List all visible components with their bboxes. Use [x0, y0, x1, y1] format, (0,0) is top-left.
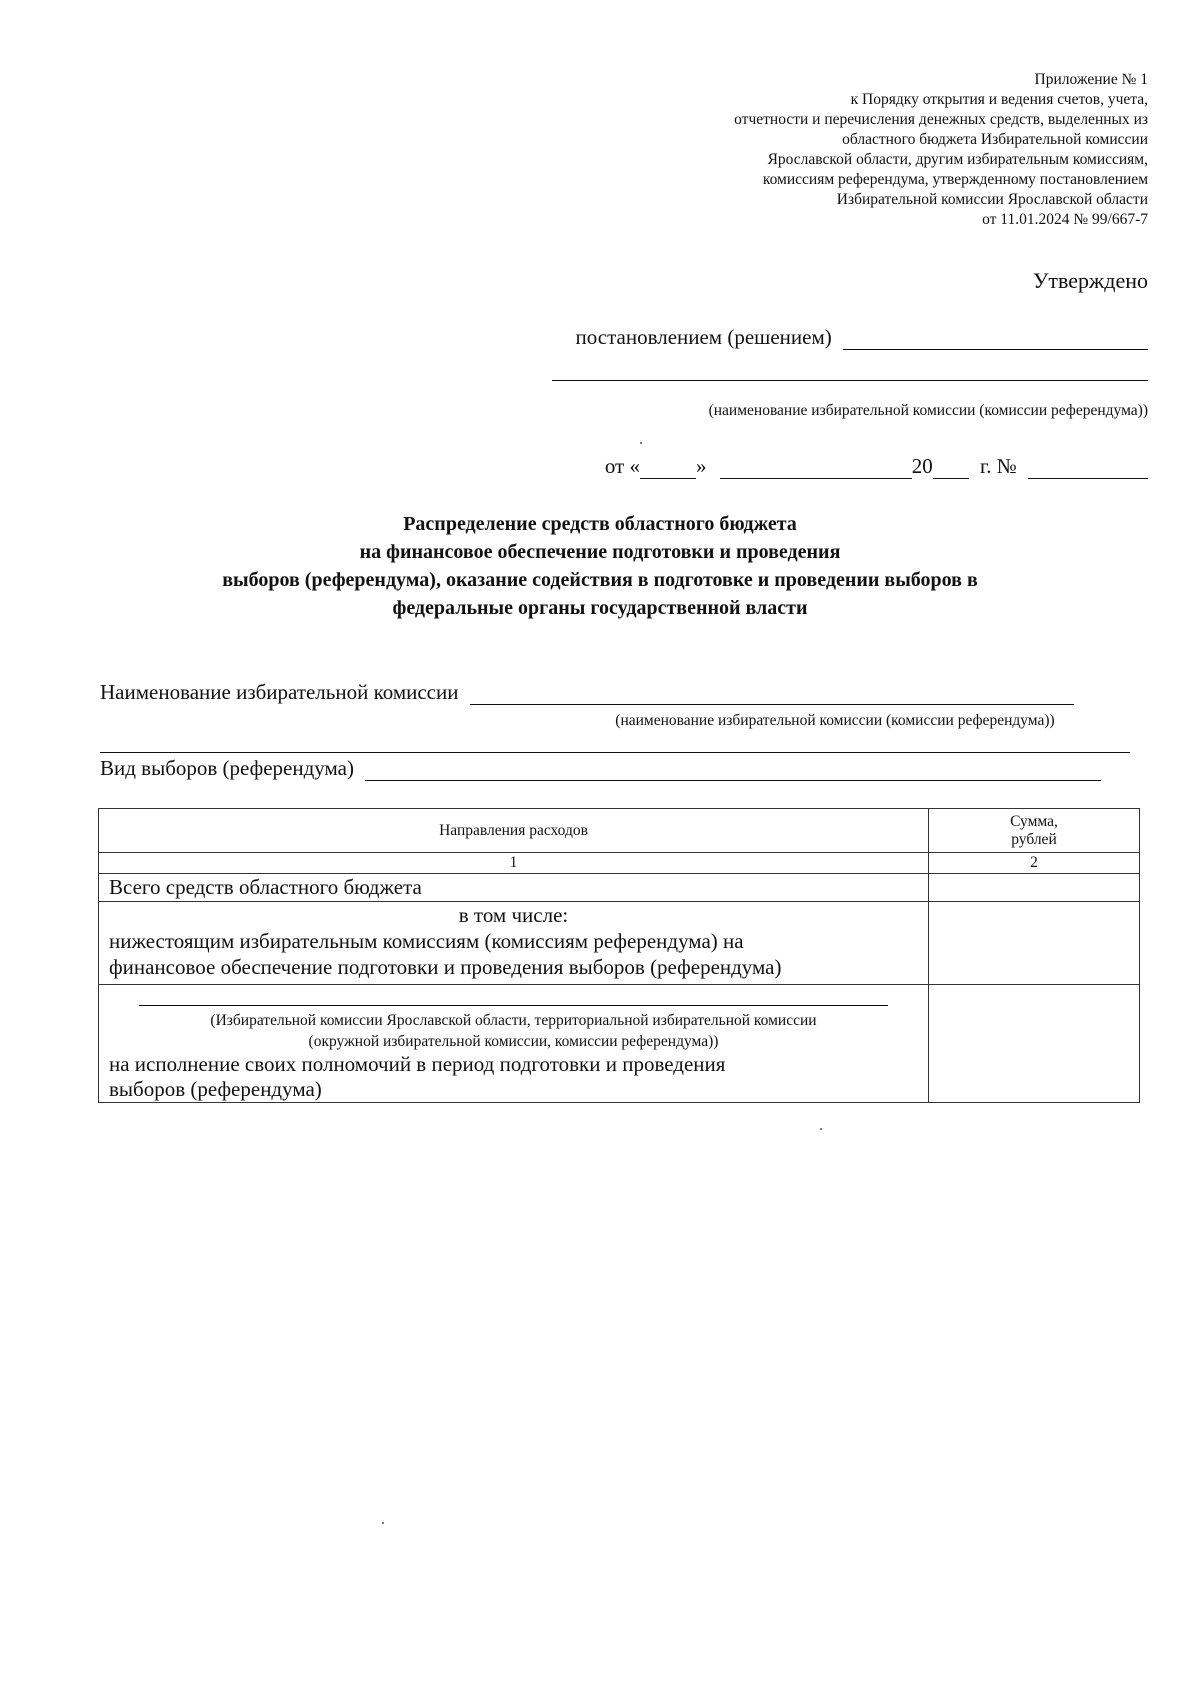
appendix-line: отчетности и перечисления денежных средств, выделенных из — [734, 111, 1148, 128]
resolution-label: постановлением (решением) — [575, 325, 832, 349]
table-row — [99, 902, 1140, 985]
appendix-line: Приложение № 1 — [1034, 71, 1148, 88]
appendix-line: Избирательной комиссии Ярославской области — [836, 191, 1148, 208]
appendix-line: областного бюджета Избирательной комиссии — [842, 131, 1148, 148]
title-line: Распределение средств областного бюджета — [403, 513, 797, 535]
commission-field-caption: (наименование избирательной комиссии (комиссии референдума)) — [615, 712, 1055, 729]
row-own-line: выборов (референдума) — [109, 1077, 322, 1101]
title-line: выборов (референдума), оказание содействия в подготовке и проведении выборов в — [222, 569, 978, 591]
table-row — [99, 874, 1140, 902]
title-line: федеральные органы государственной власти — [392, 597, 808, 619]
date-row — [605, 454, 1148, 479]
column-header-sum — [929, 809, 1140, 853]
election-type-blank[interactable] — [365, 758, 1101, 781]
row-including-label: в том числе: — [458, 903, 569, 927]
number-blank[interactable] — [1028, 456, 1148, 479]
table-header-row — [99, 809, 1140, 853]
column-header-directions: Направления расходов — [99, 809, 929, 853]
scan-speck — [640, 442, 642, 444]
day-blank[interactable] — [640, 456, 696, 479]
row-total-sum-cell[interactable] — [929, 874, 1140, 902]
number-label: г. № — [979, 454, 1017, 478]
table-number-row — [99, 853, 1140, 874]
budget-distribution-table — [98, 808, 1140, 1103]
election-type-label: Вид выборов (референдума) — [100, 756, 354, 780]
row-own-blank[interactable] — [139, 1005, 888, 1006]
commission-field-blank[interactable] — [470, 682, 1074, 705]
commission-field-label: Наименование избирательной комиссии — [100, 680, 459, 704]
resolution-blank[interactable] — [843, 327, 1148, 350]
election-type-row — [100, 756, 1101, 781]
year-blank[interactable] — [933, 456, 969, 479]
date-from-label: от « — [604, 454, 640, 478]
date-close-quote: » — [695, 454, 707, 478]
row-own-caption: (окружной избирательной комиссии, комиссии референдума)) — [308, 1033, 719, 1050]
scan-speck — [820, 1128, 822, 1130]
commission-name-blank[interactable] — [552, 380, 1148, 381]
row-lower-line: нижестоящим избирательным комиссиям (комиссиям референдума) на — [109, 929, 744, 953]
approved-label: Утверждено — [1032, 268, 1148, 293]
appendix-line: комиссиям референдума, утвержденному постановлением — [762, 171, 1148, 188]
column-number: 2 — [929, 853, 1140, 874]
row-total-label: Всего средств областного бюджета — [99, 874, 929, 902]
table-row — [99, 985, 1140, 1103]
title-line: на финансовое обеспечение подготовки и проведения — [359, 541, 841, 563]
scan-speck — [382, 1522, 384, 1524]
row-lower-line: финансовое обеспечение подготовки и проведения выборов (референдума) — [109, 955, 782, 979]
commission-name-caption: (наименование избирательной комиссии (комиссии референдума)) — [708, 402, 1148, 419]
document-title — [60, 510, 1140, 622]
row-lower-commissions — [99, 902, 929, 985]
row-lower-sum-cell[interactable] — [929, 902, 1140, 985]
resolution-row — [576, 325, 1149, 350]
appendix-line: Ярославской области, другим избирательным комиссиям, — [767, 151, 1148, 168]
commission-field-row — [100, 680, 1074, 705]
row-own-caption: (Избирательной комиссии Ярославской области, территориальной избирательной комиссии — [210, 1012, 817, 1029]
year-prefix: 20 — [911, 454, 933, 478]
row-own-commission — [99, 985, 929, 1103]
column-number: 1 — [99, 853, 929, 874]
month-blank[interactable] — [720, 456, 912, 479]
appendix-line: от 11.01.2024 № 99/667-7 — [982, 211, 1148, 228]
appendix-reference — [548, 70, 1148, 230]
column-header-sum-line: рублей — [1011, 830, 1057, 848]
row-own-sum-cell[interactable] — [929, 985, 1140, 1103]
commission-field-blank-line2[interactable] — [100, 752, 1130, 753]
appendix-line: к Порядку открытия и ведения счетов, учета, — [850, 91, 1148, 108]
row-own-line: на исполнение своих полномочий в период подготовки и проведения — [109, 1052, 726, 1076]
column-header-sum-line: Сумма, — [1010, 812, 1058, 830]
